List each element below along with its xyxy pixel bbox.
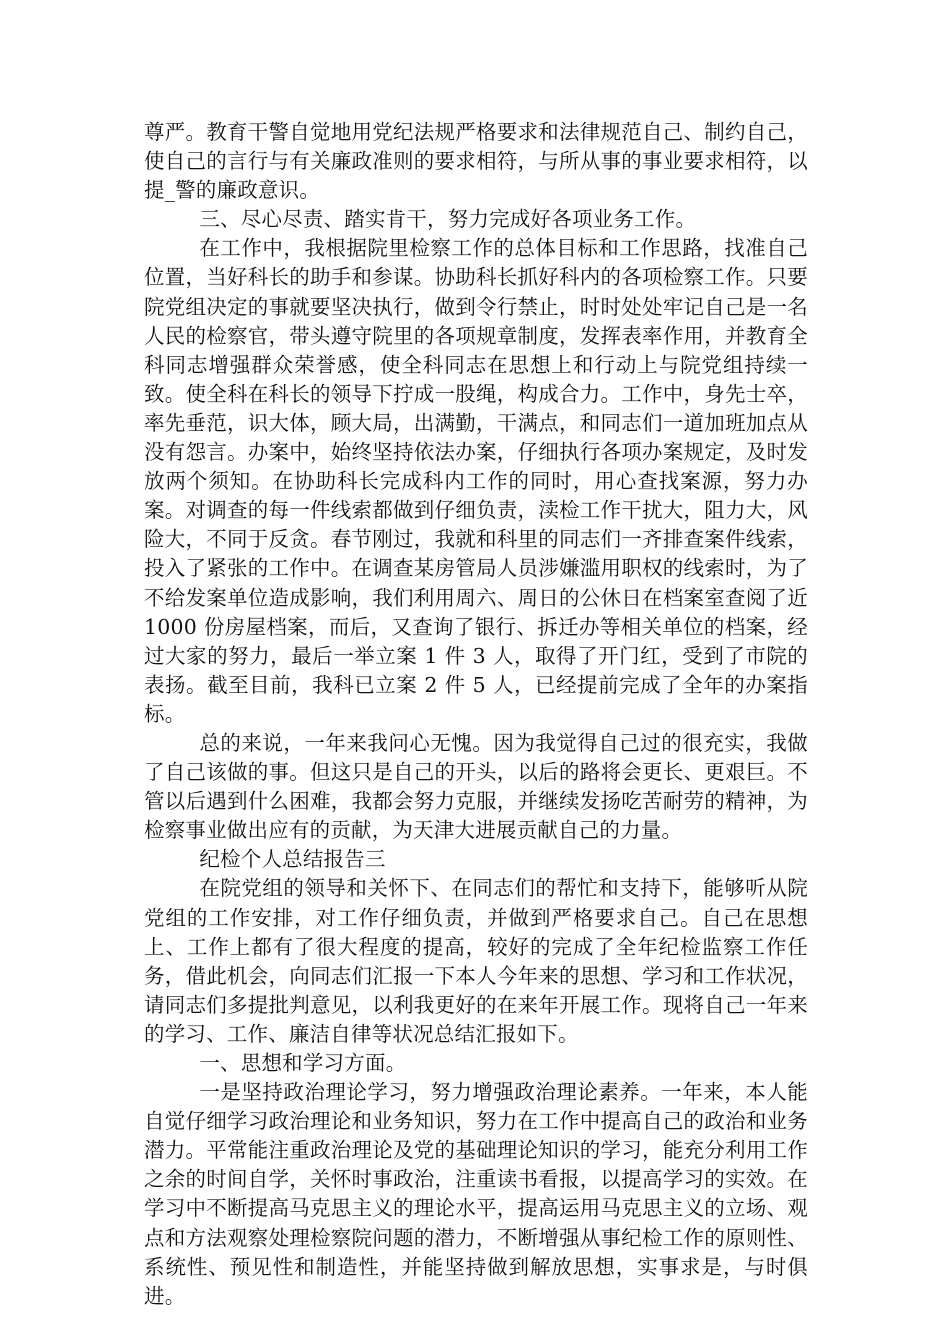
report-title: 纪检个人总结报告三	[199, 847, 386, 872]
paragraph-study: 一是坚持政治理论学习，努力增强政治理论素养。一年来，本人能自觉仔细学习政治理论和业务知识，努力在工作中提高自己的政治和业务潜力。平常能注重政治理论及党的基础理论知识的学习，能充分利用工作之余的时间自学，关怀时事政治，注重读书看报，以提高学习的实效。在学习中不断提高马克思主义的理论水平，提高运用马克思主义的立场、观点和方法观察处理检察院问题的潜力，不断增强从事纪检工作的原则性、系统性、预见性和制造性，并能坚持做到解放思想，实事求是，与时俱进。	[144, 1080, 808, 1308]
paragraph-continuation: 尊严。教育干警自觉地用党纪法规严格要求和法律规范自己、制约自己，使自己的言行与有关廉政准则的要求相符，与所从事的事业要求相符，以提_警的廉政意识。	[144, 120, 808, 203]
paragraph-summary: 总的来说，一年来我问心无愧。因为我觉得自己过的很充实，我做了自己该做的事。但这只是自己的开头，以后的路将会更长、更艰巨。不管以后遇到什么困难，我都会努力克服，并继续发扬吃苦耐劳的精神，为检察事业做出应有的贡献，为天津大进展贡献自己的力量。	[144, 730, 808, 843]
paragraph-work: 在工作中，我根据院里检察工作的总体目标和工作思路，找准自己位置，当好科长的助手和参谋。协助科长抓好科内的各项检察工作。只要院党组决定的事就要坚决执行，做到令行禁止，时时处处牢记自己是一名人民的检察官，带头遵守院里的各项规章制度，发挥表率作用，并教育全科同志增强群众荣誉感，使全科同志在思想上和行动上与院党组持续一致。使全科在科长的领导下拧成一股绳，构成合力。工作中，身先士卒，率先垂范，识大体，顾大局，出满勤，干满点，和同志们一道加班加点从没有怨言。办案中，始终坚持依法办案，仔细执行各项办案规定，及时发放两个须知。在协助科长完成科内工作的同时，用心查找案源，努力办案。对调查的每一件线索都做到仔细负责，渎检工作干扰大，阻力大，风险大，不同于反贪。春节刚过，我就和科里的同志们一齐排查案件线索，投入了紧张的工作中。在调查某房管局人员涉嫌滥用职权的线索时，为了不给发案单位造成影响，我们利用周六、周日的公休日在档案室查阅了近 1000 份房屋档案，而后，又查询了银行、拆迁办等相关单位的档案，经过大家的努力，最后一举立案 1 件 3 人，取得了开门红，受到了市院的表扬。截至目前，我科已立案 2 件 5 人，已经提前完成了全年的办案指标。	[144, 236, 808, 726]
paragraph-report-intro: 在院党组的领导和关怀下、在同志们的帮忙和支持下，能够听从院党组的工作安排，对工作仔细负责，并做到严格要求自己。自己在思想上、工作上都有了很大程度的提高，较好的完成了全年纪检监察工作任务，借此机会，向同志们汇报一下本人今年来的思想、学习和工作状况，请同志们多提批判意见，以利我更好的在来年开展工作。现将自己一年来的学习、工作、廉洁自律等状况总结汇报如下。	[144, 876, 808, 1046]
section-heading-1: 一、思想和学习方面。	[199, 1051, 407, 1075]
document-body	[144, 118, 808, 1311]
section-heading-3: 三、尽心尽责、踏实肯干，努力完成好各项业务工作。	[199, 207, 697, 232]
